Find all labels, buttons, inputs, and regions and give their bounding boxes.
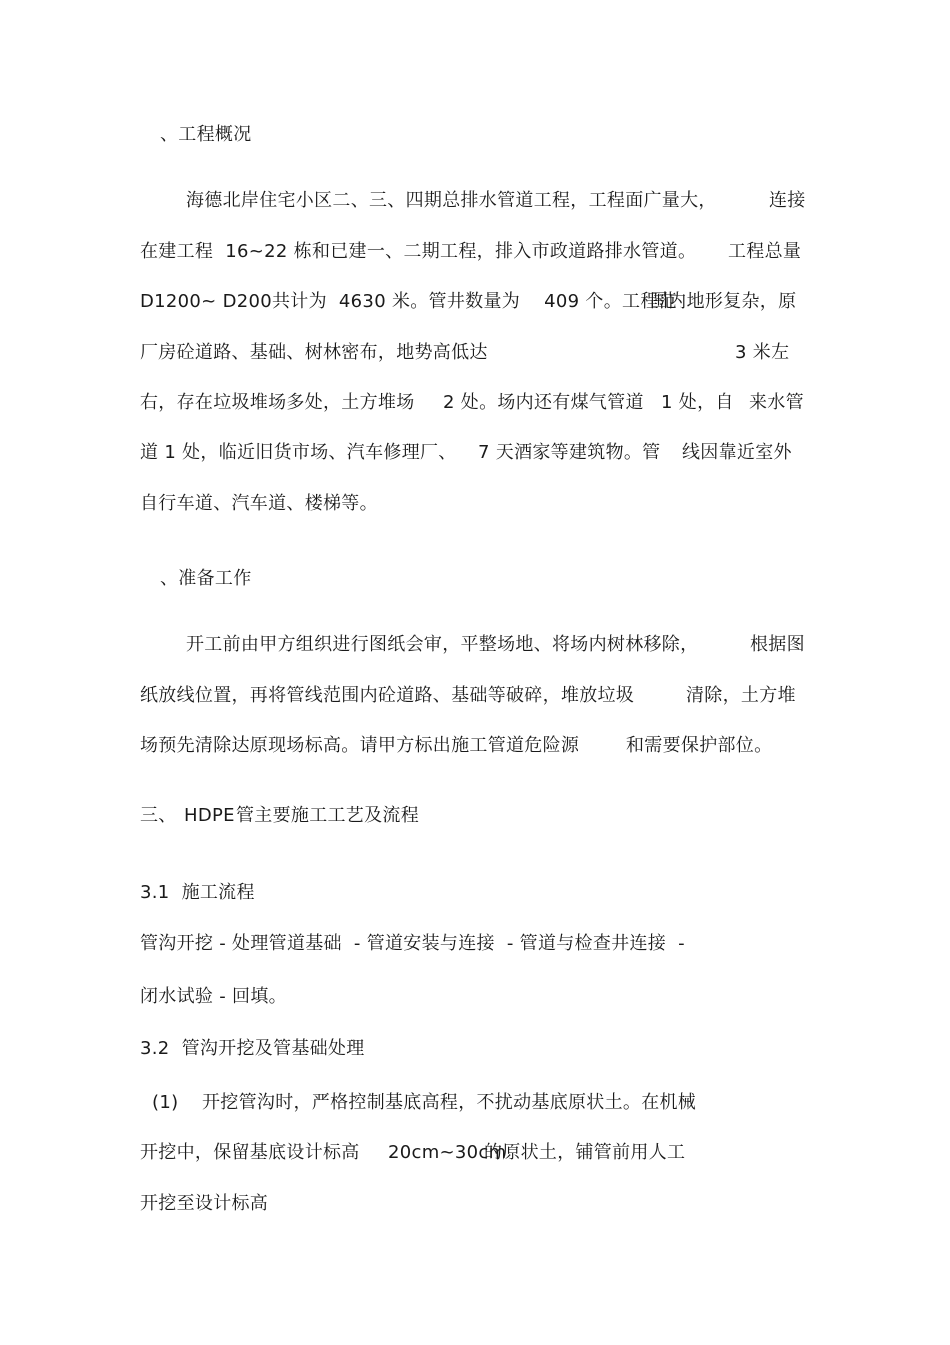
workflow-line-1: 管沟开挖 - 处理管道基础 - 管道安装与连接 - 管道与检查井连接 -: [140, 933, 685, 954]
preparation-line-1a: 开工前由甲方组织进行图纸会审，平整场地、将场内树林移除，: [186, 634, 699, 655]
overview-line-4b: 3 米左: [735, 342, 790, 363]
preparation-line-3b: 和需要保护部位。: [626, 735, 773, 756]
trench-line-2b: 20cm~30cm: [388, 1142, 507, 1163]
subsection-3-1-title: 3.1 施工流程: [140, 882, 255, 903]
overview-line-5b: 2 处。场内还有煤气管道: [443, 392, 644, 413]
trench-line-2c: 的原状土，铺管前用人工: [484, 1142, 686, 1163]
overview-line-3a: D1200~ D200共计为 4630 米。管井数量为 409 个。工程范: [140, 291, 677, 312]
preparation-line-3a: 场预先清除达原现场标高。请甲方标出施工管道危险源: [140, 735, 580, 756]
overview-line-1b: 连接: [769, 190, 806, 211]
workflow-line-2: 闭水试验 - 回填。: [140, 986, 287, 1007]
overview-line-6a: 道 1 处，临近旧货市场、汽车修理厂、: [140, 442, 457, 463]
overview-line-7: 自行车道、汽车道、楼梯等。: [140, 493, 378, 514]
section-heading-hdpe-title: 管主要施工工艺及流程: [236, 805, 419, 826]
overview-line-6b: 7 天酒家等建筑物。管: [478, 442, 661, 463]
overview-line-2a: 在建工程 16~22 栋和已建一、二期工程，排入市政道路排水管道。: [140, 241, 697, 262]
list-item-number: (1): [152, 1092, 179, 1113]
section-heading-preparation: 、准备工作: [160, 568, 252, 589]
section-heading-overview: 、工程概况: [160, 124, 252, 145]
overview-line-5d: 来水管: [749, 392, 804, 413]
trench-line-3: 开挖至设计标高: [140, 1193, 269, 1214]
trench-line-2a: 开挖中，保留基底设计标高: [140, 1142, 360, 1163]
preparation-line-2b: 清除，土方堆: [686, 685, 796, 706]
overview-line-5a: 右，存在垃圾堆场多处，土方堆场: [140, 392, 415, 413]
overview-line-5c: 1 处，自: [661, 392, 734, 413]
overview-line-2b: 工程总量: [728, 241, 802, 262]
section-heading-hdpe-term: HDPE: [184, 805, 235, 826]
preparation-line-1b: 根据图: [750, 634, 805, 655]
overview-line-6c: 线因靠近室外: [682, 442, 792, 463]
overview-line-1a: 海德北岸住宅小区二、三、四期总排水管道工程，工程面广量大，: [186, 190, 717, 211]
section-heading-hdpe-prefix: 三、: [140, 805, 177, 826]
trench-line-1: 开挖管沟时，严格控制基底高程，不扰动基底原状土。在机械: [202, 1092, 697, 1113]
subsection-3-2-title: 3.2 管沟开挖及管基础处理: [140, 1038, 365, 1059]
preparation-line-2a: 纸放线位置，再将管线范围内砼道路、基础等破碎，堆放垃圾: [140, 685, 635, 706]
overview-line-3b: 围内地形复杂，原: [650, 291, 797, 312]
overview-line-4a: 厂房砼道路、基础、树林密布，地势高低达: [140, 342, 488, 363]
